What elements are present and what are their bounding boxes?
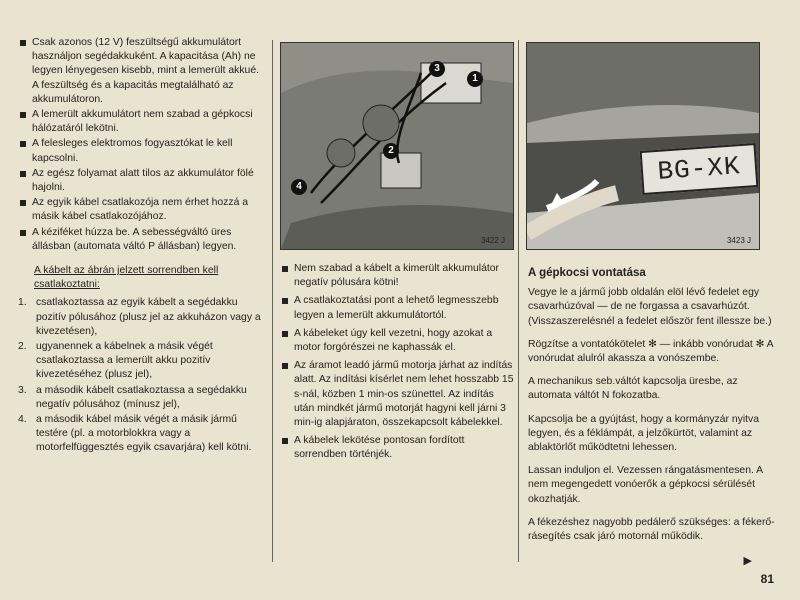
bullet-item: A kéziféket húzza be. A sebességváltó üres állásban (automata váltó P állásban) legyen. (18, 226, 264, 254)
callout-marker: 2 (383, 143, 399, 159)
bullet-item: A kábeleket úgy kell vezetni, hogy azokat a motor forgórészei ne kaphassák el. (280, 327, 516, 355)
section-heading: A gépkocsi vontatása (528, 267, 646, 279)
page-number: 81 (760, 572, 774, 586)
column-divider-2 (518, 40, 519, 562)
bullet-item: A kábelek lekötése pontosan fordított sorrendben történjék. (280, 434, 516, 462)
figure-label: 3423 J (726, 236, 751, 245)
paragraph: Rögzítse a vontatókötelet ✻ — inkább vonórudat ✻ A vonórudat alulról akassza a vonószembe. (528, 338, 773, 365)
step-text: ugyanennek a kábelnek a másik végét csatlakoztassa a lemerült akku pozitív kivezetéséhez (plusz jel), (36, 341, 213, 381)
step-number: 3. (18, 384, 27, 396)
step-item (18, 413, 264, 456)
column-divider-1 (272, 40, 273, 562)
step-text: a második kábelt csatlakoztassa a segédakku negatív pólusához (mínusz jel), (36, 384, 247, 410)
step-number: 4. (18, 414, 27, 426)
bullet-item: A csatlakoztatási pont a lehető legmesszebb legyen a lemerült akkumulátortól. (280, 294, 516, 322)
bullet-item: Az egyik kábel csatlakozója nem érhet hozzá a másik kábel csatlakozójához. (18, 196, 264, 224)
step-item (18, 340, 264, 383)
paragraph: Lassan induljon el. Vezessen rángatásmentesen. A nem megengedett vonóerők a gépkocsi sérülését okozhatják. (528, 465, 763, 505)
callout-marker: 3 (429, 61, 445, 77)
jump-start-illustration (280, 42, 514, 250)
order-heading: A kábelt az ábrán jelzett sorrendben kell csatlakoztatni: (34, 265, 219, 291)
step-text: a második kábel másik végét a másik jármű testére (pl. a motorblokkra vagy a motorfelfüggesztés egyik csavarjára) kell kötni. (36, 414, 252, 454)
paragraph: Kapcsolja be a gyújtást, hogy a kormányzár nyitva legyen, és a féklámpát, a jelzőkürtöt, valamint az ablaktörlőt működtetni lehessen. (528, 413, 760, 454)
bullet-item: A lemerült akkumulátort nem szabad a gépkocsi hálózatáról lekötni. (18, 108, 264, 136)
step-text: csatlakoztassa az egyik kábelt a segédakku pozitív pólusához (plusz jel az akkuházon vagy a kivezetésen), (36, 297, 261, 337)
bullet-item: Az áramot leadó jármű motorja járhat az indítás alatt. Az indítási kísérlet nem lehet hosszabb 15 s-nál, közben 1 min-os szünettel. Az indítás után mindkét jármű motorját hagyni kell járni 3 min-ig alapjáraton, összekapcsolt kábelekkel. (280, 359, 516, 430)
continue-arrow-icon: ▶ (743, 555, 752, 567)
bullet-item: Csak azonos (12 V) feszültségű akkumulátort használjon segédakkuként. A kapacitása (Ah) ne legyen lényegesen kisebb, mint a lemerült akkué. A feszültség és a kapacitás megtalálható az akkumulátoron. (18, 36, 264, 107)
step-number: 2. (18, 341, 27, 353)
column-1 (18, 36, 264, 457)
step-item (18, 296, 264, 339)
bullet-item: A felesleges elektromos fogyasztókat le kell kapcsolni. (18, 137, 264, 165)
step-item (18, 384, 264, 412)
figure-label: 3422 J (480, 236, 505, 245)
step-list (18, 296, 264, 455)
bullet-item: Nem szabad a kábelt a kimerült akkumulátor negatív pólusára kötni! (280, 262, 516, 290)
paragraph: A mechanikus seb.váltót kapcsolja üresbe, az automata váltót N fokozatba. (528, 376, 738, 402)
bullet-list-a (18, 36, 264, 254)
bullet-list-b (280, 262, 516, 463)
towing-illustration (526, 42, 760, 250)
callout-marker: 1 (467, 71, 483, 87)
paragraph: A fékezéshez nagyobb pedálerő szükséges: a fékerő-rásegítés csak járó motornál működik. (528, 516, 775, 543)
paragraph: Vegye le a jármű jobb oldalán elöl lévő fedelet egy csavarhúzóval — de ne forgassa a csavarhúzót. (Visszaszerelésnél a fedelet először fent illessze be.) (528, 287, 772, 327)
callout-marker: 4 (291, 179, 307, 195)
step-number: 1. (18, 297, 27, 309)
column-3 (528, 266, 776, 553)
license-plate: BG-XK (640, 143, 759, 195)
bullet-item: Az egész folyamat alatt tilos az akkumulátor fölé hajolni. (18, 167, 264, 195)
paragraph-list (528, 286, 776, 544)
column-2 (280, 262, 516, 467)
